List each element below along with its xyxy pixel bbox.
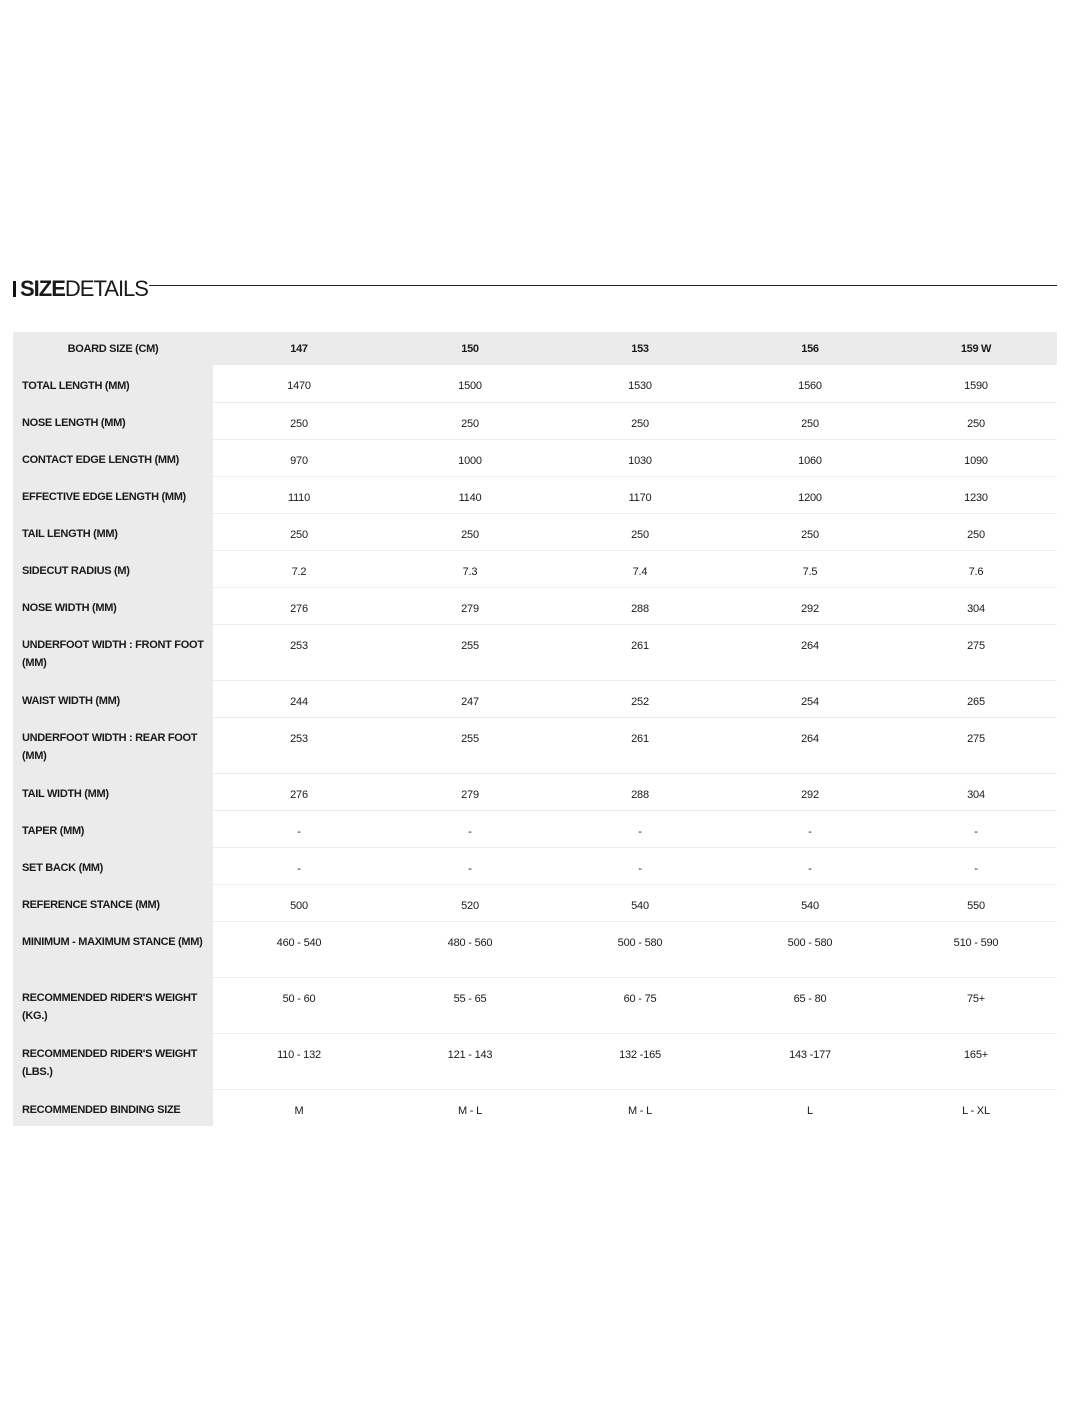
table-row [13,717,1057,773]
table-cell: - [213,810,385,847]
table-cell: 276 [213,773,385,810]
table-cell: 540 [555,884,725,921]
table-cell: 292 [725,773,895,810]
table-cell: 264 [725,624,895,680]
section-title-bold: SIZE [20,276,65,301]
table-row [13,439,1057,476]
table-row [13,550,1057,587]
table-cell: 1110 [213,476,385,513]
table-cell: 254 [725,680,895,717]
table-row [13,847,1057,884]
table-cell: 250 [895,402,1057,439]
row-label: SET BACK (MM) [13,847,213,884]
row-label: SIDECUT RADIUS (M) [13,550,213,587]
table-header-row [13,332,1057,365]
table-cell: 1170 [555,476,725,513]
table-cell: - [895,810,1057,847]
table-cell: 132 -165 [555,1033,725,1089]
row-label: RECOMMENDED RIDER'S WEIGHT (LBS.) [13,1033,213,1089]
table-cell: 1470 [213,365,385,402]
row-label: RECOMMENDED BINDING SIZE [13,1089,213,1126]
table-cell: 121 - 143 [385,1033,555,1089]
table-cell: 250 [385,402,555,439]
table-cell: 244 [213,680,385,717]
table-cell: 250 [213,402,385,439]
table-cell: 1530 [555,365,725,402]
table-cell: 261 [555,717,725,773]
table-cell: 261 [555,624,725,680]
table-cell: 110 - 132 [213,1033,385,1089]
row-label: UNDERFOOT WIDTH : FRONT FOOT (MM) [13,624,213,680]
table-cell: 500 - 580 [555,921,725,977]
table-cell: 65 - 80 [725,977,895,1033]
table-cell: M - L [627,1104,653,1117]
row-label: REFERENCE STANCE (MM) [13,884,213,921]
table-cell: 288 [555,773,725,810]
table-cell: 250 [555,513,725,550]
row-label: NOSE LENGTH (MM) [13,402,213,439]
row-label: EFFECTIVE EDGE LENGTH (MM) [13,476,213,513]
table-cell: 1560 [725,365,895,402]
table-cell: 247 [385,680,555,717]
size-header-150: 150 [385,332,555,365]
table-row [13,1033,1057,1089]
table-cell: 55 - 65 [385,977,555,1033]
header-divider-line [149,285,1057,286]
table-cell: 480 - 560 [385,921,555,977]
table-cell: 1060 [725,439,895,476]
table-cell: 1140 [385,476,555,513]
row-label: TAIL LENGTH (MM) [13,513,213,550]
row-label: TOTAL LENGTH (MM) [13,365,213,402]
table-cell: - [725,810,895,847]
table-cell: 275 [895,717,1057,773]
table-cell: 1090 [895,439,1057,476]
section-title-light: DETAILS [64,276,148,301]
table-cell: 253 [213,717,385,773]
table-cell: 288 [555,587,725,624]
table-cell: 279 [385,587,555,624]
table-cell: 550 [895,884,1057,921]
table-cell: M [294,1104,304,1117]
table-row [13,587,1057,624]
table-cell: 500 [213,884,385,921]
table-cell: 250 [385,513,555,550]
table-cell: 540 [725,884,895,921]
table-cell: 1030 [555,439,725,476]
row-label: WAIST WIDTH (MM) [13,680,213,717]
table-cell: 7.6 [895,550,1057,587]
table-cell: - [385,810,555,847]
table-cell: 510 - 590 [895,921,1057,977]
table-cell: 252 [555,680,725,717]
table-cell: - [555,810,725,847]
size-header-159w: 159 W [895,332,1057,365]
size-header-147: 147 [213,332,385,365]
table-row [13,365,1057,402]
table-row [13,810,1057,847]
row-label: NOSE WIDTH (MM) [13,587,213,624]
table-cell: 304 [895,773,1057,810]
row-label: MINIMUM - MAXIMUM STANCE (MM) [13,921,213,977]
table-row [13,402,1057,439]
table-cell: 304 [895,587,1057,624]
section-header [13,276,1057,302]
row-label: CONTACT EDGE LENGTH (MM) [13,439,213,476]
table-row [13,1089,1057,1126]
table-cell: - [385,847,555,884]
table-cell: 520 [385,884,555,921]
table-cell: L - XL [962,1104,990,1117]
table-cell: - [213,847,385,884]
table-cell: 250 [725,402,895,439]
table-row [13,977,1057,1033]
table-cell: 7.2 [213,550,385,587]
table-cell: L [807,1104,813,1117]
table-cell: 500 - 580 [725,921,895,977]
table-cell: 253 [213,624,385,680]
table-cell: M - L [457,1104,483,1117]
table-cell: 250 [725,513,895,550]
table-cell: 165+ [895,1033,1057,1089]
table-body [13,365,1057,1126]
row-label: RECOMMENDED RIDER'S WEIGHT (KG.) [13,977,213,1033]
table-cell: 276 [213,587,385,624]
table-cell: 1200 [725,476,895,513]
table-cell: 292 [725,587,895,624]
table-cell: 250 [555,402,725,439]
table-row [13,476,1057,513]
row-label: TAIL WIDTH (MM) [13,773,213,810]
table-cell: 460 - 540 [213,921,385,977]
table-cell: 250 [213,513,385,550]
size-details-table [13,332,1057,1126]
section-title [20,276,148,302]
table-cell: 265 [895,680,1057,717]
table-cell: 143 -177 [725,1033,895,1089]
table-cell: 1590 [895,365,1057,402]
table-cell: 250 [895,513,1057,550]
table-cell: - [895,847,1057,884]
table-cell: 970 [213,439,385,476]
table-cell: - [725,847,895,884]
row-label: UNDERFOOT WIDTH : REAR FOOT (MM) [13,717,213,773]
table-cell: 7.4 [555,550,725,587]
size-header-153: 153 [555,332,725,365]
table-cell: 7.3 [385,550,555,587]
table-cell: - [555,847,725,884]
row-label: TAPER (MM) [13,810,213,847]
table-cell: 50 - 60 [213,977,385,1033]
table-cell: 1230 [895,476,1057,513]
table-cell: 60 - 75 [555,977,725,1033]
table-row [13,773,1057,810]
table-cell: 7.5 [725,550,895,587]
table-cell: 1500 [385,365,555,402]
table-row [13,921,1057,977]
table-cell: 264 [725,717,895,773]
table-cell: 279 [385,773,555,810]
table-row [13,884,1057,921]
table-row [13,624,1057,680]
table-cell: 1000 [385,439,555,476]
table-cell: 275 [895,624,1057,680]
table-cell: 255 [385,624,555,680]
header-accent-bar [13,281,16,297]
header-corner-label: BOARD SIZE (CM) [13,332,213,365]
table-row [13,513,1057,550]
table-cell: 75+ [895,977,1057,1033]
size-header-156: 156 [725,332,895,365]
table-cell: 255 [385,717,555,773]
table-row [13,680,1057,717]
